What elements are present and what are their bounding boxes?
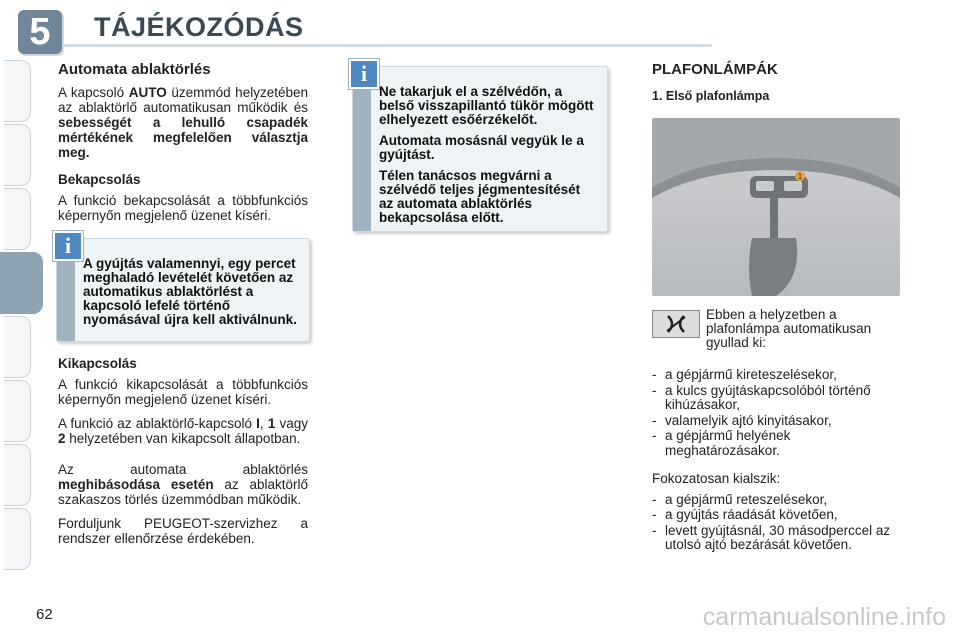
list-item: - a kulcs gyújtáskapcsolóból történő kihúzásakor, [652, 384, 902, 413]
right-column-bottom [652, 368, 902, 554]
info-box [352, 61, 608, 232]
watermark: carmanualsonline.info [702, 603, 946, 631]
list-item: - a gépjármű helyének meghatározásakor. [652, 429, 902, 458]
chapter-tab[interactable] [4, 380, 31, 442]
text-bold: 1 [267, 416, 276, 431]
info-icon: i [349, 59, 379, 89]
list-item: - valamelyik ajtó kinyitásakor, [652, 414, 902, 429]
text: Az automata ablaktörlés [58, 462, 308, 477]
chapter-tab-active[interactable] [0, 252, 43, 314]
header-divider [62, 44, 712, 47]
section-heading: Automata ablaktörlés [58, 61, 211, 78]
text-bold: I [256, 416, 260, 431]
info-text [379, 85, 597, 232]
right-column-top [652, 62, 902, 104]
chapter-tab[interactable] [4, 444, 31, 506]
text: üzemmód helyzetében az ablaktörlő automatikusan működik és [58, 85, 308, 115]
paragraph: A funkció kikapcsolását a többfunkciós képernyőn megjelenő üzenet kíséri. [58, 377, 308, 407]
info-text: A gyújtás valamennyi, egy percet meghaladó levételét követően az automatikus ablaktörlést a kapcsoló lefelé történő nyomásával újra kell aktiválnunk. [83, 256, 297, 327]
chapter-tab[interactable] [4, 508, 31, 570]
list-item: - a gyújtás ráadását követően, [652, 508, 902, 523]
ceiling-lamp-illustration [652, 118, 900, 296]
page-number: 62 [36, 606, 53, 623]
chapter-tab[interactable] [4, 188, 31, 250]
info-paragraph: Ne takarjuk el a szélvédőn, a belső visszapillantó tükör mögött elhelyezett esőérzékelőt. [379, 84, 594, 127]
section-heading: PLAFONLÁMPÁK [652, 61, 778, 78]
text: vagy [275, 416, 308, 431]
text: helyzetében van kikapcsolt állapotban. [65, 431, 301, 446]
turn-off-list [652, 493, 902, 553]
paragraph: Forduljunk PEUGEOT-szervizhez a rendszer ellenőrzése érdekében. [58, 516, 308, 546]
lamp-auto-icon [652, 310, 700, 338]
chapter-title: TÁJÉKOZÓDÁS [94, 12, 304, 42]
info-icon: i [53, 231, 83, 261]
chapter-tab[interactable] [4, 60, 31, 122]
list-item: - a gépjármű reteszelésekor, [652, 493, 902, 508]
list-item: - levett gyújtásnál, 30 másodperccel az utolsó ajtó bezárását követően. [652, 524, 902, 553]
info-paragraph: Automata mosásnál vegyük le a gyújtást. [379, 133, 584, 162]
paragraph: Fokozatosan kialszik: [652, 471, 781, 486]
chapter-number: 5 [18, 10, 62, 54]
text-bold: sebességét a lehulló csapadék mértékének megfelelően választja meg. [58, 115, 308, 160]
paragraph [58, 462, 308, 507]
ceiling-lamp-photo [652, 118, 900, 296]
info-paragraph: Télen tanácsos megvárni a szélvédő teljes jégmentesítését az automata ablaktörlés bekapcsolása előtt. [379, 168, 581, 225]
subheading: Kikapcsolás [58, 356, 137, 371]
text: , [259, 416, 268, 431]
info-box [56, 233, 310, 342]
caption-text: Ebben a helyzetben a plafonlámpa automatikusan gyullad ki: [706, 307, 872, 350]
text-bold: meghibásodása esetén [58, 477, 214, 492]
left-column-top [58, 62, 308, 232]
lamp-caption [706, 308, 902, 359]
turn-on-list [652, 368, 902, 458]
text: A kapcsoló [58, 85, 129, 100]
subheading: 1. Első plafonlámpa [652, 89, 770, 103]
chapter-tabs [0, 60, 34, 580]
photo-callout: 1 [797, 172, 803, 181]
text-bold: AUTO [128, 85, 167, 100]
subheading: Bekapcsolás [58, 172, 141, 187]
text: A funkció az ablaktörlő-kapcsoló [58, 416, 257, 431]
text: az ablaktörlő szakaszos törlés üzemmódban működik. [58, 477, 308, 507]
paragraph [58, 85, 308, 160]
left-column-bottom [58, 356, 308, 555]
paragraph [58, 416, 308, 446]
list-item: - a gépjármű kireteszelésekor, [652, 368, 902, 383]
chapter-tab[interactable] [4, 316, 31, 378]
chapter-tab[interactable] [4, 124, 31, 186]
text-bold: 2 [58, 431, 66, 446]
paragraph: A funkció bekapcsolását a többfunkciós képernyőn megjelenő üzenet kíséri. [58, 193, 308, 223]
info-bar [353, 67, 371, 231]
